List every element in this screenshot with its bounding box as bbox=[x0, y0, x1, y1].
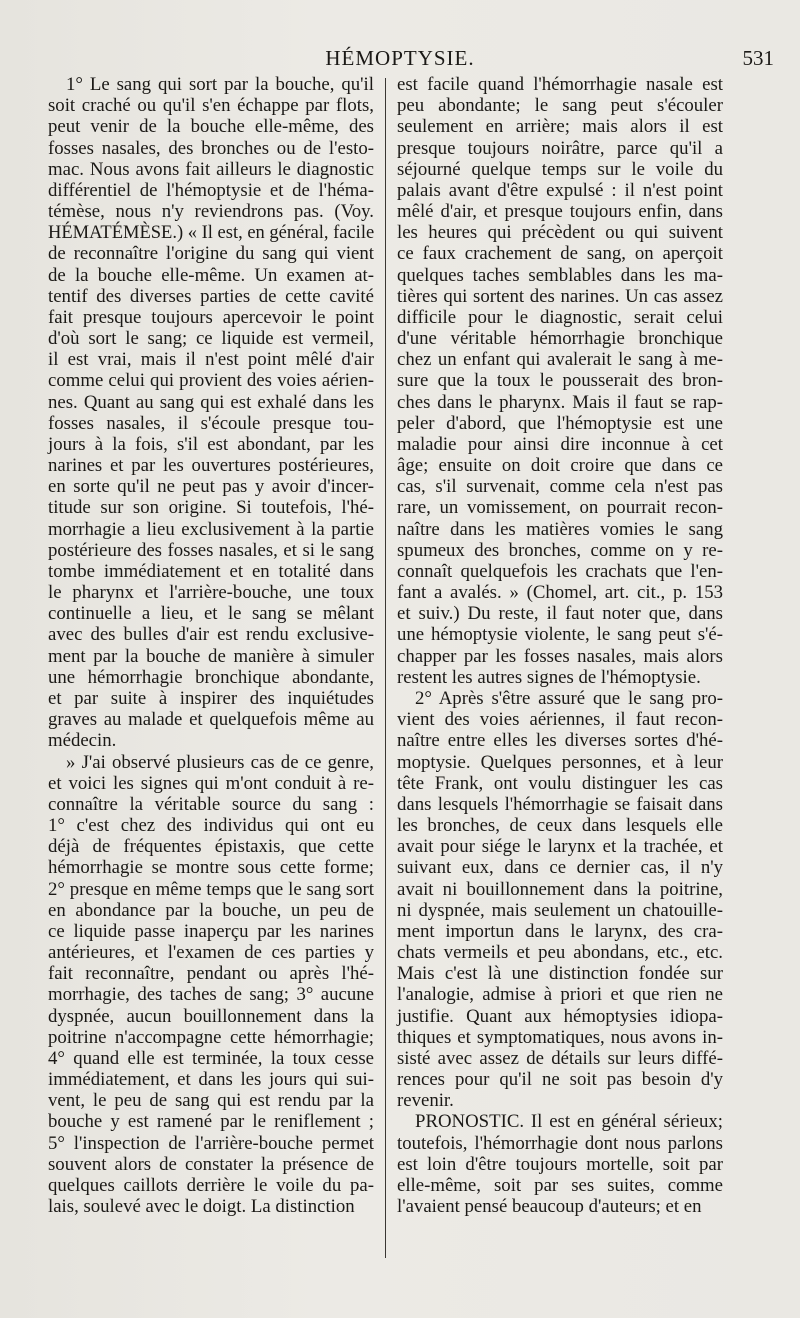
text-line: séjourné quelque temps sur le voile du bbox=[397, 158, 723, 180]
text-line: jours à la fois, s'il est abondant, par les bbox=[48, 433, 374, 455]
text-line: est loin d'être toujours mortelle, soit par bbox=[397, 1153, 723, 1175]
text-line: sure que la toux le pousserait des bron- bbox=[397, 370, 723, 392]
text-line: tières qui sortent des narines. Un cas assez bbox=[397, 285, 723, 307]
text-line: immédiatement, et dans les jours qui sui- bbox=[48, 1069, 374, 1091]
text-line: continuelle a lieu, et le sang se mêlant bbox=[48, 603, 374, 625]
text-line: tentif des diverses parties de cette cavité bbox=[48, 285, 374, 307]
text-line: est facile quand l'hémorrhagie nasale est bbox=[397, 74, 723, 95]
text-line: chapper par les fosses nasales, mais alors bbox=[397, 645, 723, 667]
text-line: antérieures, et l'examen de ces parties y bbox=[48, 942, 374, 964]
text-line: dans lesquels l'hémorrhagie se faisait dans bbox=[397, 793, 723, 815]
text-line: ment par la bouche de manière à simuler bbox=[48, 645, 374, 667]
text-line: 2° presque en même temps que le sang sort bbox=[48, 878, 374, 900]
text-line: quelques taches semblables dans les ma- bbox=[397, 264, 723, 286]
text-line: et suiv.) Du reste, il faut noter que, dans bbox=[397, 603, 723, 625]
text-line: fosses nasales, des bronches ou de l'esto- bbox=[48, 137, 374, 159]
text-line: fosses nasales, il s'écoule presque tou- bbox=[48, 412, 374, 434]
text-line: fant a avalés. » (Chomel, art. cit., p. 153 bbox=[397, 582, 723, 604]
text-line: maladie pour ainsi dire inconnue à cet bbox=[397, 433, 723, 455]
text-line: cas, s'il survenait, comme cela n'est pas bbox=[397, 476, 723, 498]
text-line: moptysie. Quelques personnes, et à leur bbox=[397, 751, 723, 773]
text-line: et voici les signes qui m'ont conduit à re- bbox=[48, 772, 374, 794]
text-line: narines et par les ouvertures postérieures, bbox=[48, 455, 374, 477]
text-line: les heures qui précèdent ou qui suivent bbox=[397, 222, 723, 244]
text-line: vent, le peu de sang qui est rendu par la bbox=[48, 1090, 374, 1112]
text-line: quelques caillots derrière le voile du pa- bbox=[48, 1174, 374, 1196]
text-line: d'une véritable hémorrhagie bronchique bbox=[397, 328, 723, 350]
text-line: fait presque toujours apercevoir le point bbox=[48, 306, 374, 328]
text-line: de la bouche elle-même. Un examen at- bbox=[48, 264, 374, 286]
text-line: fait reconnaître, pendant ou après l'hé- bbox=[48, 963, 374, 985]
text-line: mêlé d'air, et presque toujours enfin, dans bbox=[397, 201, 723, 223]
text-line: chez un enfant qui avalerait le sang à me- bbox=[397, 349, 723, 371]
text-line: graves au malade et quelquefois même au bbox=[48, 709, 374, 731]
text-line: ches dans le pharynx. Mais il faut se rap- bbox=[397, 391, 723, 413]
text-line: différentiel de l'hémoptysie et de l'héma- bbox=[48, 179, 374, 201]
text-line: nes. Quant au sang qui est exhalé dans les bbox=[48, 391, 374, 413]
text-line: connaître la véritable source du sang : bbox=[48, 793, 374, 815]
text-line: elle-même, soit par ses suites, comme bbox=[397, 1174, 723, 1196]
text-line: l'avaient pensé beaucoup d'auteurs; et en bbox=[397, 1196, 702, 1218]
text-line: en abondance par la bouche, un peu de bbox=[48, 899, 374, 921]
text-line: médecin. bbox=[48, 730, 117, 752]
text-line: mac. Nous avons fait ailleurs le diagnostic bbox=[48, 158, 374, 180]
text-line: palais avant d'être expulsé : il n'est point bbox=[397, 179, 723, 201]
text-line: poitrine n'accompagne cette hémorrhagie; bbox=[48, 1026, 374, 1048]
text-line: presque toujours noirâtre, parce qu'il a bbox=[397, 137, 723, 159]
text-line: 1° c'est chez des individus qui ont eu bbox=[48, 815, 374, 837]
text-line: rare, un vomissement, on pourrait recon- bbox=[397, 497, 723, 519]
column-divider bbox=[385, 78, 386, 1258]
text-line: 2° Après s'être assuré que le sang pro- bbox=[415, 687, 723, 709]
text-line: Mais c'est là une distinction fondée sur bbox=[397, 963, 723, 985]
text-line: témèse, nous n'y reviendrons pas. (Voy. bbox=[48, 201, 374, 223]
text-line: ce faux crachement de sang, on aperçoit bbox=[397, 243, 723, 265]
text-line: sisté avec assez de détails sur leurs diffé- bbox=[397, 1047, 723, 1069]
text-line: peut venir de la bouche elle-même, des bbox=[48, 116, 374, 138]
text-line: avec des bulles d'air est rendu exclusive- bbox=[48, 624, 374, 646]
text-line: rences pour qu'il ne soit pas besoin d'y bbox=[397, 1069, 723, 1091]
text-line: souvent alors de constater la présence de bbox=[48, 1153, 374, 1175]
text-line: lais, soulevé avec le doigt. La distinction bbox=[48, 1196, 355, 1218]
text-line: l'analogie, admise à priori et que rien ne bbox=[397, 984, 723, 1006]
page-number: 531 bbox=[742, 46, 774, 70]
text-line: hémorrhagie se montre sous cette forme; bbox=[48, 857, 374, 879]
text-line: ce liquide passe inaperçu par les narines bbox=[48, 920, 374, 942]
text-line: ni dyspnée, mais seulement un chatouille- bbox=[397, 899, 723, 921]
text-line: » J'ai observé plusieurs cas de ce genre, bbox=[66, 751, 374, 773]
text-line: soit craché ou qu'il s'en échappe par flots, bbox=[48, 95, 374, 117]
text-line: ment importun dans le larynx, des cra- bbox=[397, 920, 723, 942]
text-line: titude sur son origine. Si toutefois, l'hé- bbox=[48, 497, 374, 519]
text-line: peu abondante; le sang peut s'écouler bbox=[397, 95, 723, 117]
text-line: morrhagie, des taches de sang; 3° aucune bbox=[48, 984, 374, 1006]
text-line: morrhagie a lieu exclusivement à la partie bbox=[48, 518, 374, 540]
text-line: chats vermeils et peu abondans, etc., etc. bbox=[397, 942, 723, 964]
text-line: âge; ensuite on doit croire que dans ce bbox=[397, 455, 723, 477]
text-line: peler d'abord, que l'hémoptysie est une bbox=[397, 412, 723, 434]
text-line: naître dans les matières vomies le sang bbox=[397, 518, 723, 540]
text-line: une hémorrhagie bronchique abondante, bbox=[48, 666, 374, 688]
text-line: justifie. Quant aux hémoptysies idiopa- bbox=[397, 1005, 723, 1027]
right-column bbox=[397, 74, 723, 1217]
text-line: le pharynx et l'arrière-bouche, une toux bbox=[48, 582, 374, 604]
text-line: suivant eux, dans ce dernier cas, il n'y bbox=[397, 857, 723, 879]
left-column bbox=[48, 74, 374, 1217]
text-line: comme celui qui provient des voies aérien- bbox=[48, 370, 374, 392]
text-line: HÉMATÉMÈSE.) « Il est, en général, facile bbox=[48, 222, 375, 244]
text-line: vient des voies aériennes, il faut recon- bbox=[397, 709, 723, 731]
text-line: revenir. bbox=[397, 1090, 454, 1112]
text-line: toutefois, l'hémorrhagie dont nous parlons bbox=[397, 1132, 723, 1154]
text-line: de reconnaître l'origine du sang qui vient bbox=[48, 243, 374, 265]
text-line: spumeux des bronches, comme on y re- bbox=[397, 539, 723, 561]
text-line: d'où sort le sang; ce liquide est vermeil, bbox=[48, 328, 374, 350]
text-line: difficile pour le diagnostic, serait celui bbox=[397, 306, 723, 328]
text-line: tombe immédiatement et en totalité dans bbox=[48, 560, 374, 582]
page-title: HÉMOPTYSIE. bbox=[325, 46, 475, 70]
text-line: tête Frank, ont voulu distinguer les cas bbox=[397, 772, 723, 794]
text-line: thiques et symptomatiques, nous avons in- bbox=[397, 1026, 723, 1048]
text-line: avait ni bouillonnement dans la poitrine, bbox=[397, 878, 723, 900]
text-line: restent les autres signes de l'hémoptysie. bbox=[397, 666, 701, 688]
text-line: seulement en arrière; mais alors il est bbox=[397, 116, 723, 138]
text-line: bouche y est ramené par le reniflement ; bbox=[48, 1111, 374, 1133]
text-line: postérieure des fosses nasales, et si le sang bbox=[48, 539, 374, 561]
text-line: en sorte qu'il ne peut pas y avoir d'incer- bbox=[48, 476, 374, 498]
text-line: déjà de fréquentes épistaxis, que cette bbox=[48, 836, 374, 858]
text-line: il est vrai, mais il n'est point mêlé d'air bbox=[48, 349, 374, 371]
text-line: et par suite à inspirer des inquiétudes bbox=[48, 687, 374, 709]
text-line: PRONOSTIC. Il est en général sérieux; bbox=[415, 1111, 723, 1133]
running-header bbox=[0, 42, 800, 72]
text-line: 4° quand elle est terminée, la toux cesse bbox=[48, 1047, 374, 1069]
text-line: une hémoptysie violente, le sang peut s'é- bbox=[397, 624, 723, 646]
text-line: dyspnée, aucun bouillonnement dans la bbox=[48, 1005, 374, 1027]
text-line: les bronches, de ceux dans lesquels elle bbox=[397, 815, 723, 837]
text-line: naître entre elles les diverses sortes d'hé- bbox=[397, 730, 723, 752]
text-line: 5° l'inspection de l'arrière-bouche permet bbox=[48, 1132, 374, 1154]
text-line: 1° Le sang qui sort par la bouche, qu'il bbox=[66, 74, 374, 95]
text-line: avait pour siége le larynx et la trachée, et bbox=[397, 836, 723, 858]
text-line: connaît quelquefois les crachats que l'en- bbox=[397, 560, 723, 582]
